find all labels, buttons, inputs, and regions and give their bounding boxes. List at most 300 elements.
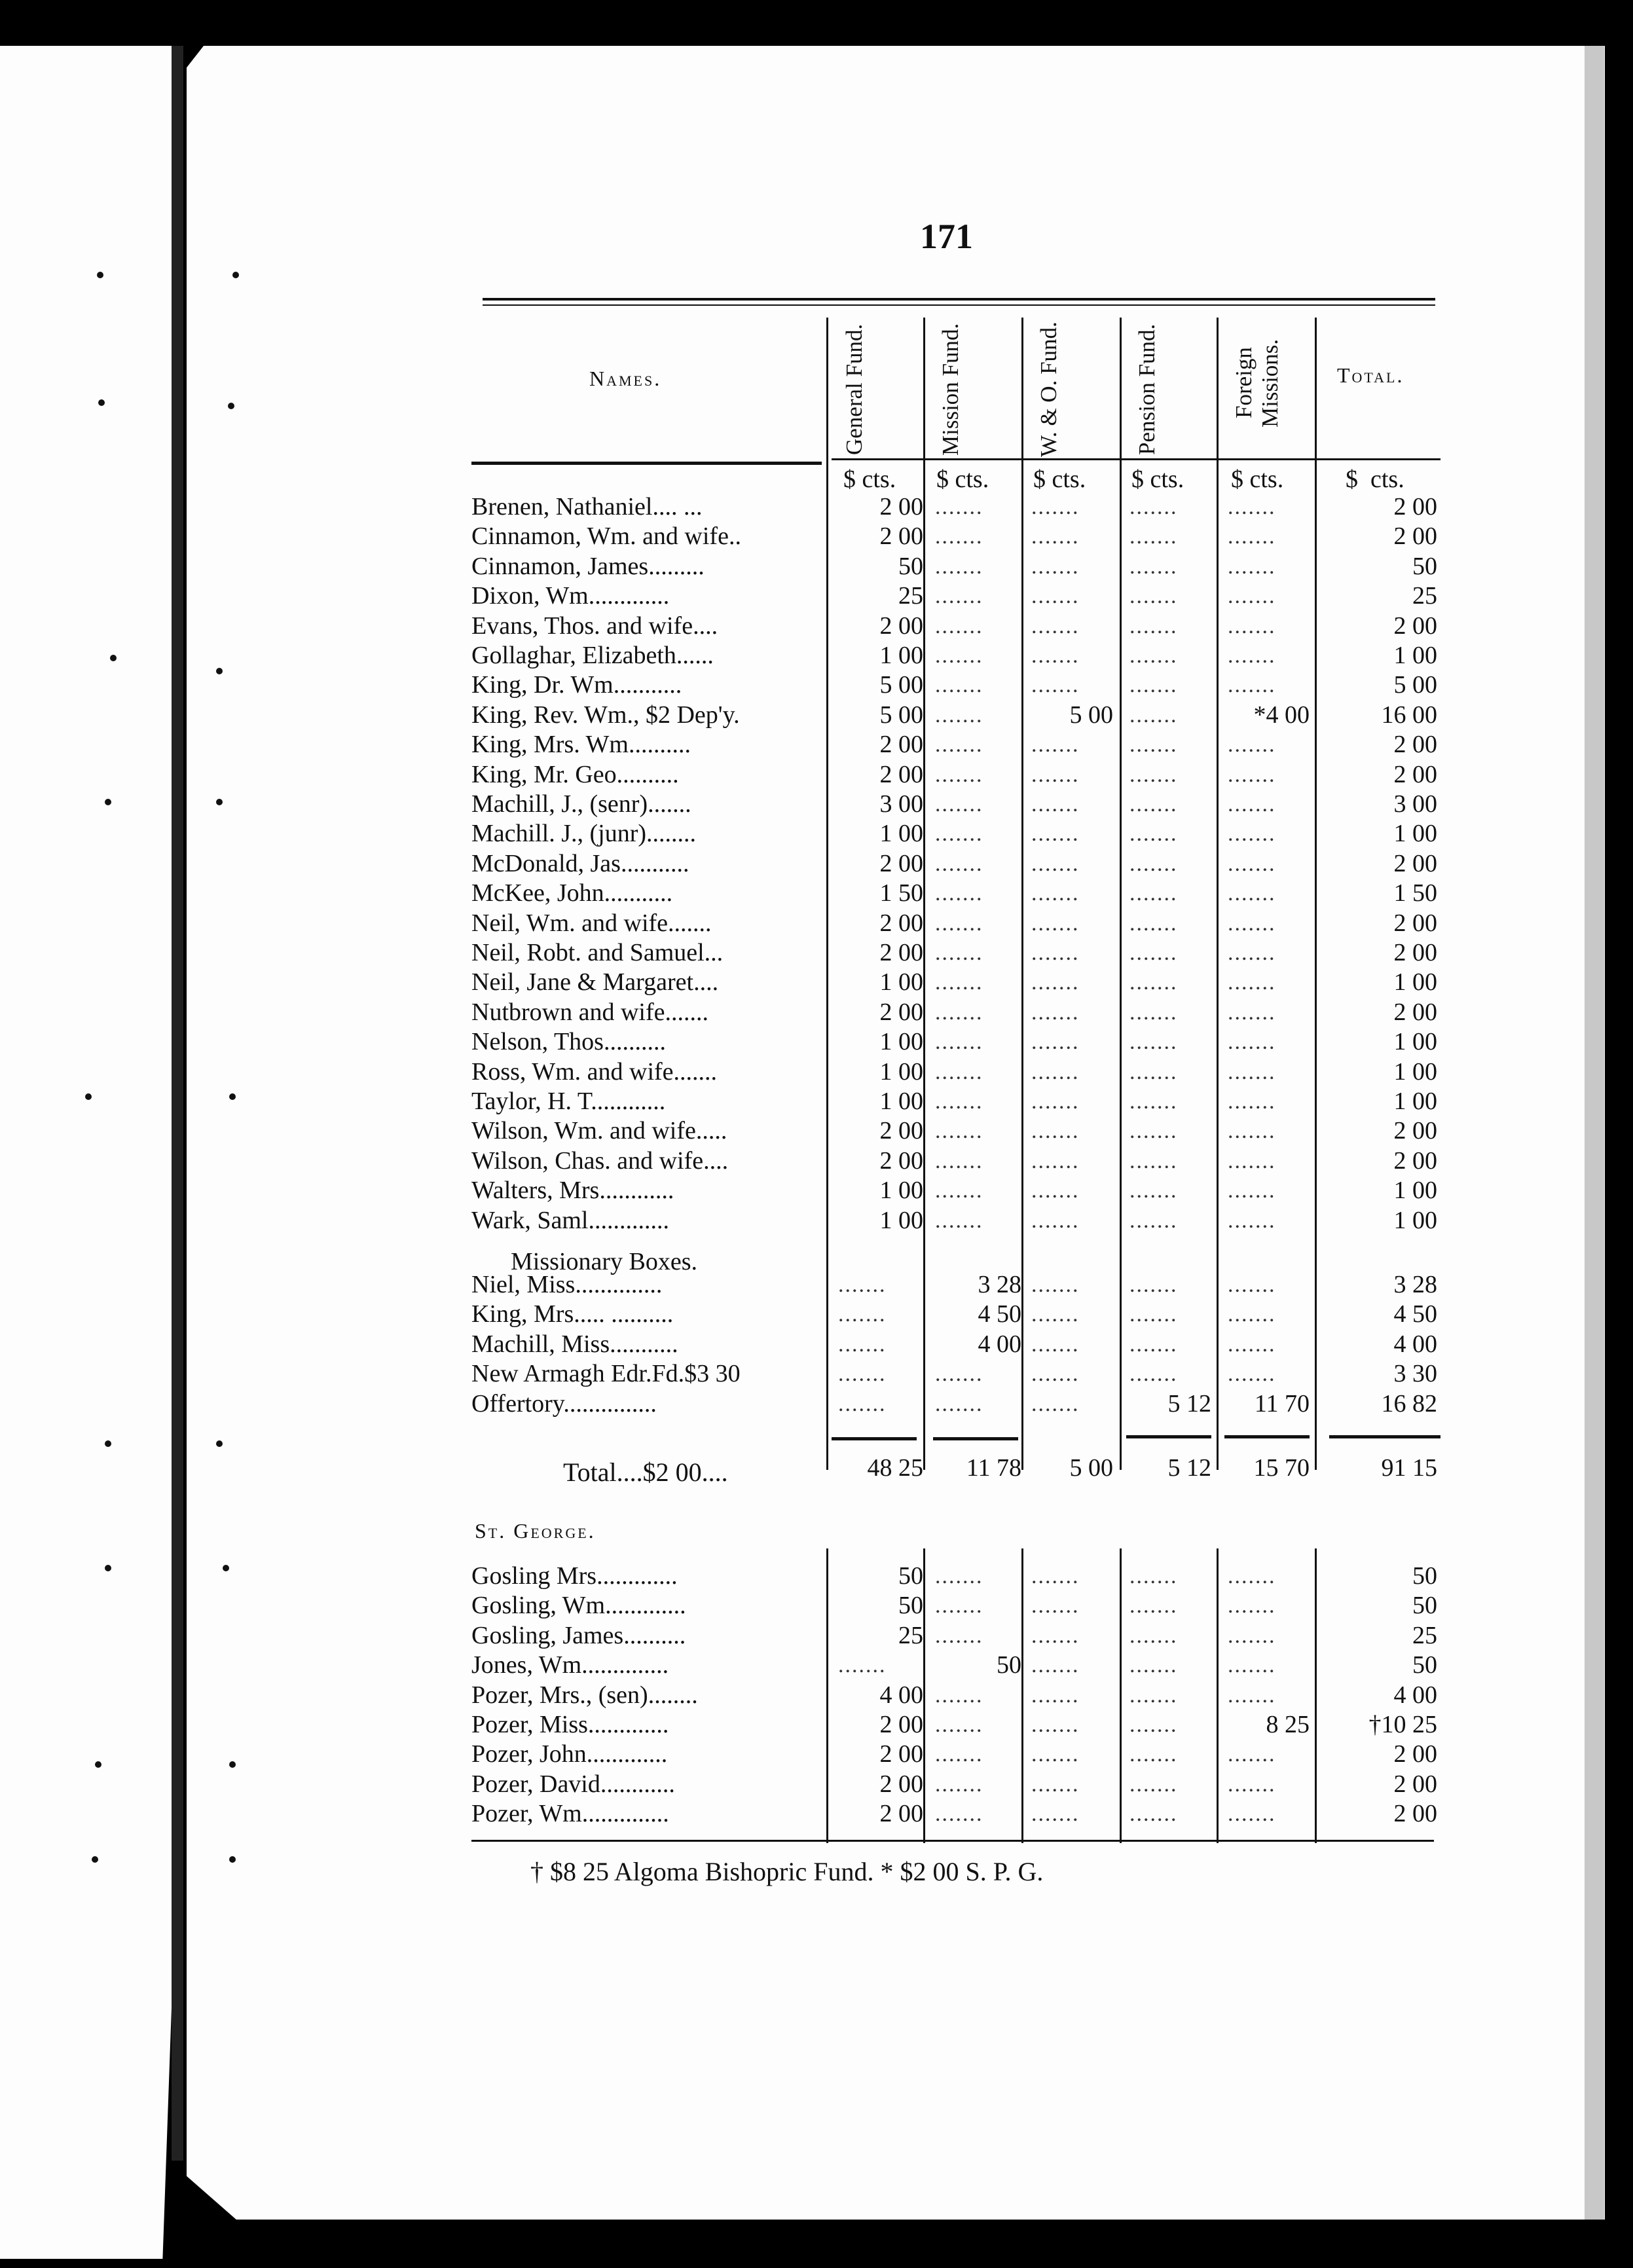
leader-dots: .......: [1129, 1623, 1178, 1648]
leader-dots: .......: [1129, 1208, 1178, 1233]
total-amount: 2 00: [1393, 909, 1437, 937]
leader-dots: .......: [1031, 881, 1080, 906]
general-amount: 2 00: [879, 1711, 923, 1738]
total-amount: 2 00: [1393, 998, 1437, 1026]
totals-rule: [832, 1437, 917, 1440]
contributor-name: Evans, Thos. and wife....: [471, 612, 718, 640]
dollar-sign: $: [1033, 466, 1046, 493]
leader-dots: .......: [1129, 1179, 1178, 1203]
leader-dots: .......: [1129, 970, 1178, 995]
leader-dots: .......: [1031, 762, 1080, 787]
contributor-name: Walters, Mrs............: [471, 1177, 674, 1205]
totals-rule: [1224, 1435, 1310, 1438]
table-row: [0, 790, 1633, 819]
leader-dots: .......: [1129, 1332, 1178, 1357]
total-amount: 50: [1412, 552, 1437, 580]
total-amount: 4 00: [1393, 1330, 1437, 1358]
leader-dots: .......: [1031, 1391, 1080, 1416]
contributor-name: Ross, Wm. and wife.......: [471, 1057, 718, 1086]
contributor-name: McKee, John...........: [471, 879, 673, 907]
leader-dots: .......: [1228, 1000, 1276, 1025]
total-amount: 16 82: [1381, 1389, 1437, 1418]
leader-dots: .......: [838, 1362, 887, 1387]
general-amount: 2 00: [879, 731, 923, 759]
margin-speck: [105, 1440, 111, 1447]
contributor-name: Pozer, David............: [471, 1770, 675, 1798]
leader-dots: .......: [1228, 644, 1276, 668]
margin-speck: [97, 272, 103, 278]
leader-dots: .......: [1228, 733, 1276, 758]
leader-dots: .......: [1031, 1683, 1080, 1708]
leader-dots: .......: [1031, 1119, 1080, 1144]
header-names: Names.: [589, 367, 662, 390]
leader-dots: .......: [935, 524, 983, 549]
top-rule: [483, 298, 1435, 301]
table-row: [0, 1330, 1633, 1359]
total-amount: 2 00: [1393, 939, 1437, 966]
table-row: [0, 1359, 1633, 1389]
leader-dots: .......: [935, 644, 983, 668]
leader-dots: .......: [1228, 1208, 1276, 1233]
leader-dots: .......: [1228, 1302, 1276, 1327]
section-title-st-george: St. George.: [475, 1519, 596, 1543]
table-row: [0, 1206, 1633, 1235]
mission-amount: 3 28: [978, 1271, 1021, 1298]
leader-dots: .......: [935, 1089, 983, 1114]
leader-dots: .......: [1129, 1742, 1178, 1767]
leader-dots: .......: [1129, 613, 1178, 638]
totals-general: 48 25: [867, 1454, 923, 1482]
contributor-name: King, Dr. Wm...........: [471, 671, 682, 699]
leader-dots: .......: [1129, 941, 1178, 965]
table-row: [0, 670, 1633, 700]
total-amount: 1 00: [1393, 1177, 1437, 1205]
leader-dots: .......: [935, 881, 983, 906]
leader-dots: .......: [1129, 1273, 1178, 1297]
leader-dots: .......: [935, 673, 983, 698]
dollar-sign: $: [936, 466, 949, 493]
contributor-name: King, Mrs..... ..........: [471, 1300, 674, 1328]
bottom-rule: [471, 1840, 1434, 1842]
general-amount: 2 00: [879, 1117, 923, 1145]
footnote: † $8 25 Algoma Bishopric Fund. * $2 00 S. P. G.: [530, 1857, 1044, 1886]
leader-dots: .......: [1228, 1362, 1276, 1387]
leader-dots: .......: [1031, 584, 1080, 609]
dollar-sign: $: [843, 466, 856, 493]
table-row: [0, 1710, 1633, 1740]
table-row: [0, 1270, 1633, 1300]
total-amount: 16 00: [1381, 701, 1437, 729]
table-row: [0, 522, 1633, 551]
margin-speck: [92, 1856, 98, 1863]
contributor-name: King, Rev. Wm., $2 Dep'y.: [471, 701, 740, 729]
table-row: [0, 552, 1633, 581]
leader-dots: .......: [1129, 1059, 1178, 1084]
table-row: [0, 1146, 1633, 1176]
general-amount: 2 00: [879, 493, 923, 521]
leader-dots: .......: [1129, 1362, 1178, 1387]
margin-speck: [229, 1856, 236, 1863]
leader-dots: .......: [935, 1742, 983, 1767]
total-amount: 50: [1412, 1592, 1437, 1620]
leader-dots: .......: [1228, 1623, 1276, 1648]
leader-dots: .......: [1031, 644, 1080, 668]
general-amount: 1 00: [879, 1177, 923, 1205]
leader-dots: .......: [1228, 1564, 1276, 1588]
units-wo: [1033, 465, 1086, 494]
leader-dots: .......: [935, 703, 983, 727]
contributor-name: Neil, Robt. and Samuel...: [471, 939, 724, 966]
totals-pension: 5 12: [1167, 1454, 1211, 1482]
table-row: [0, 730, 1633, 759]
leader-dots: .......: [1129, 1000, 1178, 1025]
leader-dots: .......: [935, 1391, 983, 1416]
contributor-name: Jones, Wm..............: [471, 1651, 669, 1679]
wo-amount: 5 00: [1069, 701, 1113, 729]
table-row: [0, 1770, 1633, 1799]
leader-dots: .......: [935, 1030, 983, 1055]
leader-dots: .......: [935, 1148, 983, 1173]
leader-dots: .......: [935, 1802, 983, 1827]
page-number: 171: [920, 217, 973, 256]
table-row: [0, 938, 1633, 968]
leader-dots: .......: [1228, 881, 1276, 906]
contributor-name: Neil, Wm. and wife.......: [471, 909, 712, 937]
cents-label: cts.: [1150, 466, 1184, 493]
leader-dots: .......: [935, 941, 983, 965]
leader-dots: .......: [1228, 822, 1276, 847]
table-row: [0, 1591, 1633, 1620]
missionary-boxes-heading: Missionary Boxes.: [511, 1248, 697, 1275]
total-amount: 25: [1412, 1621, 1437, 1649]
pension-amount: 5 12: [1167, 1389, 1211, 1418]
leader-dots: .......: [1031, 733, 1080, 758]
leader-dots: .......: [1129, 733, 1178, 758]
leader-dots: .......: [1228, 584, 1276, 609]
general-amount: 5 00: [879, 671, 923, 699]
leader-dots: .......: [1228, 1653, 1276, 1678]
leader-dots: .......: [1031, 1713, 1080, 1737]
contributor-name: Pozer, Wm..............: [471, 1800, 669, 1828]
table-row: [0, 849, 1633, 879]
leader-dots: .......: [1228, 1742, 1276, 1767]
total-amount: 3 28: [1393, 1271, 1437, 1298]
leader-dots: .......: [1129, 673, 1178, 698]
leader-dots: .......: [1228, 1119, 1276, 1144]
contributor-name: Cinnamon, Wm. and wife..: [471, 522, 741, 551]
leader-dots: .......: [1228, 613, 1276, 638]
table-row: [0, 1116, 1633, 1146]
leader-dots: .......: [935, 1362, 983, 1387]
leader-dots: .......: [1031, 941, 1080, 965]
total-amount: 1 00: [1393, 1088, 1437, 1115]
contributor-name: Brenen, Nathaniel.... ...: [471, 493, 703, 521]
contributor-name: McDonald, Jas...........: [471, 849, 689, 877]
dollar-sign: $: [1231, 466, 1243, 493]
contributor-name: Gollaghar, Elizabeth......: [471, 642, 714, 669]
leader-dots: .......: [1031, 1802, 1080, 1827]
leader-dots: .......: [1031, 673, 1080, 698]
general-amount: 2 00: [879, 612, 923, 640]
total-amount: 2 00: [1393, 1117, 1437, 1145]
header-wo-fund: W. & O. Fund.: [1036, 321, 1061, 458]
leader-dots: .......: [1228, 524, 1276, 549]
leader-dots: .......: [1129, 1302, 1178, 1327]
top-rule-thin: [483, 304, 1435, 306]
table-row: [0, 1087, 1633, 1116]
leader-dots: .......: [1129, 1564, 1178, 1588]
general-amount: 2 00: [879, 909, 923, 937]
table-row: [0, 1651, 1633, 1680]
leader-dots: .......: [935, 822, 983, 847]
table-row: [0, 1300, 1633, 1329]
contributor-name: Gosling, Wm.............: [471, 1592, 686, 1620]
leader-dots: .......: [935, 1772, 983, 1797]
total-amount: 2 00: [1393, 1800, 1437, 1828]
contributor-name: New Armagh Edr.Fd.$3 30: [471, 1360, 741, 1388]
table-row: [0, 968, 1633, 997]
general-amount: 5 00: [879, 701, 923, 729]
leader-dots: .......: [1228, 792, 1276, 816]
leader-dots: .......: [1031, 1273, 1080, 1297]
leader-dots: .......: [935, 1059, 983, 1084]
total-amount: 2 00: [1393, 493, 1437, 521]
leader-dots: .......: [1031, 1594, 1080, 1619]
contributor-name: Cinnamon, James.........: [471, 552, 705, 580]
leader-dots: .......: [1129, 1089, 1178, 1114]
general-amount: 2 00: [879, 522, 923, 551]
header-rule-names: [471, 462, 822, 465]
total-amount: 3 30: [1393, 1360, 1437, 1388]
leader-dots: .......: [1129, 1148, 1178, 1173]
leader-dots: .......: [1129, 851, 1178, 876]
leader-dots: .......: [1031, 1564, 1080, 1588]
table-row: [0, 612, 1633, 641]
leader-dots: .......: [1129, 1653, 1178, 1678]
total-amount: 50: [1412, 1651, 1437, 1679]
leader-dots: .......: [935, 970, 983, 995]
leader-dots: .......: [1228, 673, 1276, 698]
contributor-name: Neil, Jane & Margaret....: [471, 968, 719, 997]
leader-dots: .......: [1129, 1683, 1178, 1708]
contributor-name: Dixon, Wm.............: [471, 582, 670, 610]
table-row: [0, 760, 1633, 790]
general-amount: 2 00: [879, 939, 923, 966]
leader-dots: .......: [1228, 1594, 1276, 1619]
table-row: [0, 909, 1633, 938]
cents-label: cts.: [1249, 466, 1284, 493]
leader-dots: .......: [1129, 644, 1178, 668]
leader-dots: .......: [1129, 1594, 1178, 1619]
leader-dots: .......: [1129, 1772, 1178, 1797]
contributor-name: King, Mr. Geo..........: [471, 760, 679, 788]
total-amount: 1 00: [1393, 968, 1437, 997]
contributor-name: Wark, Saml.............: [471, 1206, 669, 1234]
leader-dots: .......: [1228, 851, 1276, 876]
leader-dots: .......: [935, 613, 983, 638]
dollar-sign: $: [1131, 466, 1144, 493]
total-amount: 2 00: [1393, 1770, 1437, 1798]
general-amount: 2 00: [879, 1800, 923, 1828]
leader-dots: .......: [1129, 881, 1178, 906]
table-row: [0, 998, 1633, 1027]
leader-dots: .......: [1031, 1302, 1080, 1327]
totals-wo: 5 00: [1069, 1454, 1113, 1482]
foreign-amount: *4 00: [1253, 701, 1310, 729]
table-row: [0, 1176, 1633, 1205]
contributor-name: Wilson, Wm. and wife.....: [471, 1117, 727, 1145]
table-row: [0, 1027, 1633, 1057]
general-amount: 25: [898, 582, 923, 610]
contributor-name: Taylor, H. T............: [471, 1088, 666, 1115]
leader-dots: .......: [1228, 1332, 1276, 1357]
general-amount: 1 00: [879, 642, 923, 669]
cents-label: cts.: [862, 466, 896, 493]
leader-dots: .......: [1228, 1089, 1276, 1114]
leader-dots: .......: [1228, 1148, 1276, 1173]
leader-dots: .......: [935, 495, 983, 519]
header-mission-fund: Mission Fund.: [938, 323, 963, 456]
units-mission: [936, 465, 989, 494]
table-row: [0, 879, 1633, 908]
leader-dots: .......: [1228, 941, 1276, 965]
leader-dots: .......: [1129, 1713, 1178, 1737]
leader-dots: .......: [1031, 1332, 1080, 1357]
contributor-name: Nelson, Thos..........: [471, 1028, 666, 1056]
leader-dots: .......: [838, 1302, 887, 1327]
leader-dots: .......: [1129, 762, 1178, 787]
general-amount: 50: [898, 1562, 923, 1590]
total-amount: 2 00: [1393, 731, 1437, 759]
contributor-name: Nutbrown and wife.......: [471, 998, 708, 1026]
totals-total: 91 15: [1381, 1454, 1437, 1482]
leader-dots: .......: [1228, 554, 1276, 579]
leader-dots: .......: [1129, 911, 1178, 936]
leader-dots: .......: [1228, 1772, 1276, 1797]
general-amount: 1 00: [879, 820, 923, 848]
table-row: [0, 1799, 1633, 1829]
leader-dots: .......: [838, 1391, 887, 1416]
leader-dots: .......: [1129, 524, 1178, 549]
general-amount: 1 00: [879, 968, 923, 997]
leader-dots: .......: [935, 1683, 983, 1708]
leader-dots: .......: [1228, 1059, 1276, 1084]
leader-dots: .......: [935, 1713, 983, 1737]
leader-dots: .......: [935, 1179, 983, 1203]
mission-amount: 50: [997, 1651, 1021, 1679]
leader-dots: .......: [935, 1119, 983, 1144]
header-foreign-missions: Foreign Missions.: [1231, 338, 1283, 428]
leader-dots: .......: [935, 733, 983, 758]
table-row: [0, 1681, 1633, 1710]
units-general: [843, 465, 896, 494]
general-amount: 1 50: [879, 879, 923, 907]
table-row: [0, 819, 1633, 849]
table-row: [0, 1057, 1633, 1087]
leader-dots: .......: [1031, 613, 1080, 638]
total-amount: 1 00: [1393, 1057, 1437, 1086]
general-amount: 2 00: [879, 998, 923, 1026]
contributor-name: Offertory...............: [471, 1389, 657, 1418]
general-amount: 1 00: [879, 1206, 923, 1234]
leader-dots: .......: [1228, 762, 1276, 787]
leader-dots: .......: [1031, 495, 1080, 519]
totals-foreign: 15 70: [1253, 1454, 1310, 1482]
leader-dots: .......: [935, 554, 983, 579]
total-amount: 2 00: [1393, 1146, 1437, 1175]
leader-dots: .......: [1228, 1802, 1276, 1827]
leader-dots: .......: [935, 792, 983, 816]
leader-dots: .......: [1228, 1273, 1276, 1297]
leader-dots: .......: [1129, 554, 1178, 579]
general-amount: 2 00: [879, 849, 923, 877]
header-total: Total.: [1337, 363, 1404, 387]
leader-dots: .......: [1129, 584, 1178, 609]
leader-dots: .......: [1228, 1683, 1276, 1708]
contributor-name: Machill, J., (senr).......: [471, 790, 691, 818]
table-row: [0, 1740, 1633, 1769]
mission-amount: 4 50: [978, 1300, 1021, 1328]
leader-dots: .......: [1031, 911, 1080, 936]
leader-dots: .......: [935, 911, 983, 936]
general-amount: 2 00: [879, 1770, 923, 1798]
total-amount: 2 00: [1393, 760, 1437, 788]
total-amount: 1 50: [1393, 879, 1437, 907]
total-amount: 2 00: [1393, 612, 1437, 640]
contributor-name: Pozer, Mrs., (sen)........: [471, 1681, 698, 1709]
leader-dots: .......: [1031, 1742, 1080, 1767]
leader-dots: .......: [1129, 1030, 1178, 1055]
leader-dots: .......: [935, 584, 983, 609]
general-amount: 4 00: [879, 1681, 923, 1709]
leader-dots: .......: [1031, 524, 1080, 549]
contributor-name: Gosling Mrs.............: [471, 1562, 678, 1590]
contributor-name: Machill. J., (junr)........: [471, 820, 697, 848]
table-row: [0, 641, 1633, 670]
total-amount: 5 00: [1393, 671, 1437, 699]
units-total: [1346, 465, 1404, 494]
general-amount: 2 00: [879, 1740, 923, 1768]
leader-dots: .......: [838, 1273, 887, 1297]
leader-dots: .......: [838, 1332, 887, 1357]
leader-dots: .......: [1031, 970, 1080, 995]
table-row: [0, 1389, 1633, 1419]
contributor-name: Niel, Miss..............: [471, 1271, 663, 1298]
leader-dots: .......: [935, 1208, 983, 1233]
leader-dots: .......: [1031, 1362, 1080, 1387]
total-amount: 2 00: [1393, 522, 1437, 551]
total-amount: 1 00: [1393, 1028, 1437, 1056]
contributor-name: Gosling, James..........: [471, 1621, 686, 1649]
total-amount: 4 50: [1393, 1300, 1437, 1328]
leader-dots: .......: [1031, 1148, 1080, 1173]
foreign-amount: 11 70: [1254, 1389, 1310, 1418]
leader-dots: .......: [838, 1653, 887, 1678]
total-amount: 1 00: [1393, 1206, 1437, 1234]
contributor-name: Machill, Miss...........: [471, 1330, 678, 1358]
table-row: [0, 581, 1633, 611]
units-foreign: [1231, 465, 1283, 494]
leader-dots: .......: [1228, 1179, 1276, 1203]
leader-dots: .......: [1228, 495, 1276, 519]
total-amount: 1 00: [1393, 642, 1437, 669]
cents-label: cts.: [955, 466, 989, 493]
leader-dots: .......: [1031, 1179, 1080, 1203]
leader-dots: .......: [1031, 1000, 1080, 1025]
general-amount: 50: [898, 552, 923, 580]
leader-dots: .......: [935, 1623, 983, 1648]
general-amount: 50: [898, 1592, 923, 1620]
